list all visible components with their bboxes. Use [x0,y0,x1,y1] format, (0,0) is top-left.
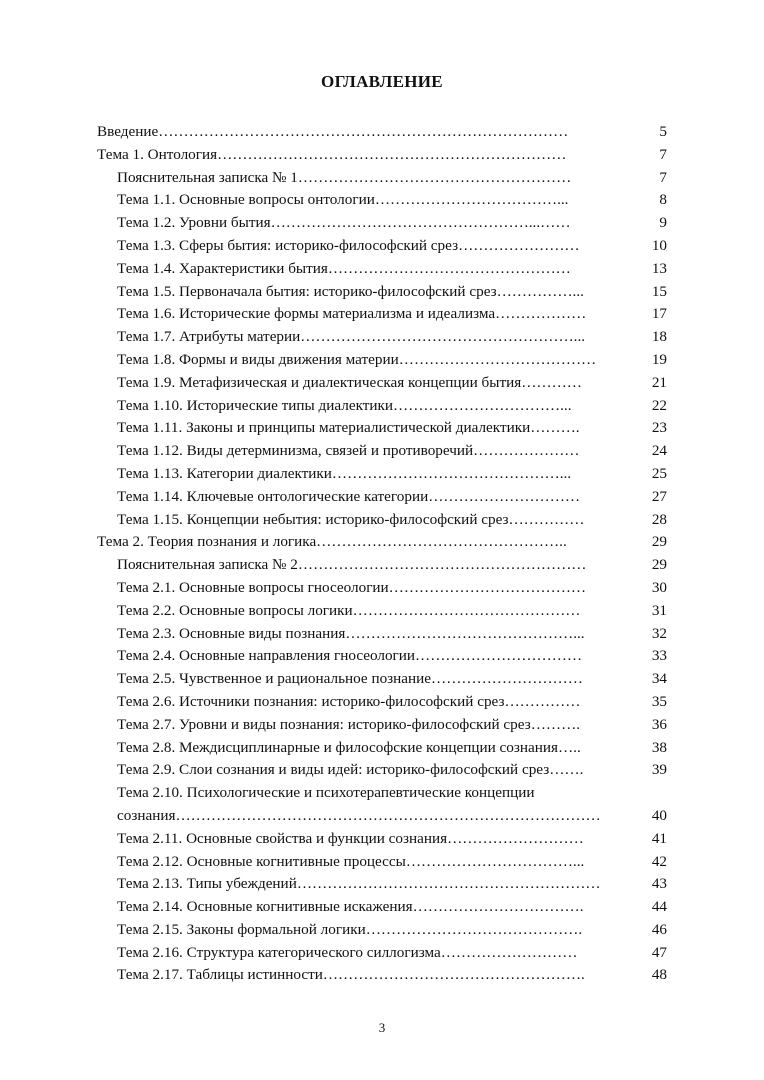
toc-entry-page: 22 [651,396,667,414]
toc-entry [97,782,667,805]
toc-entry-page: 23 [651,419,667,437]
toc-entry [97,896,667,919]
toc-entry-page: 7 [659,145,667,163]
toc-entry-page: 41 [651,829,667,847]
toc-entry-title: Тема 1.15. Концепции небытия: историко-философский срез…………… [117,510,585,528]
toc-entry-page: 48 [651,966,667,984]
toc-entry [97,395,667,418]
toc-entry-title: Тема 2.13. Типы убеждений…………………………………………………… [117,875,601,893]
toc-entry-page: 13 [651,259,667,277]
toc-entry [97,828,667,851]
toc-entry [97,121,667,144]
toc-entry [97,691,667,714]
toc-entry [97,509,667,532]
toc-entry-page: 9 [659,214,667,232]
toc-entry-page: 35 [651,692,667,710]
toc-entry-page: 29 [651,533,667,551]
toc-entry [97,463,667,486]
toc-entry [97,554,667,577]
toc-entry-title: Тема 2.15. Законы формальной логики……………………………………. [117,920,583,938]
toc-entry-title: Тема 1.5. Первоначала бытия: историко-философский срез……………... [117,282,584,300]
toc-entry-title: Тема 1.3. Сферы бытия: историко-философский срез…………………… [117,236,580,254]
toc-entry [97,486,667,509]
toc-entry-title: Тема 1.10. Исторические типы диалектики……………………………... [117,396,572,414]
toc-entry [97,623,667,646]
toc-entry [97,942,667,965]
toc-entry-title: Тема 2.9. Слои сознания и виды идей: историко-философский срез……. [117,761,584,779]
toc-entry-page: 8 [659,191,667,209]
toc-entry-title: Тема 2.1. Основные вопросы гносеологии………………………………… [117,578,587,596]
page-title: ОГЛАВЛЕНИЕ [321,72,443,91]
toc-entry-page: 31 [651,601,667,619]
toc-entry-page: 34 [651,670,667,688]
toc-entry-title: Тема 2.17. Таблицы истинности……………………………………………. [117,966,585,984]
toc-entry-page: 24 [651,442,667,460]
toc-entry [97,281,667,304]
toc-entry-page: 36 [651,715,667,733]
toc-entry-page: 27 [651,487,667,505]
toc-entry [97,645,667,668]
toc-entry-title: Тема 2.16. Структура категорического силлогизма……………………… [117,943,578,961]
toc-entry [97,714,667,737]
toc-entry [97,258,667,281]
toc-entry-title: Тема 1.12. Виды детерминизма, связей и противоречий………………… [117,442,580,460]
toc-entry-title: Тема 2.14. Основные когнитивные искажения……………………………. [117,898,584,916]
toc-entry-title: Пояснительная записка № 1……………………………………………… [117,168,572,186]
toc-entry-title: Тема 1.2. Уровни бытия……………………………………………...…… [117,214,571,232]
toc-entry-title: Тема 1.9. Метафизическая и диалектическая концепции бытия………… [117,373,582,391]
toc-entry [97,964,667,987]
toc-entry-page: 38 [651,738,667,756]
toc-entry-page: 44 [651,898,667,916]
toc-entry [97,189,667,212]
toc-entry-title: Тема 2.5. Чувственное и рациональное познание………………………… [117,670,583,688]
toc-entry-title: Тема 1.8. Формы и виды движения материи………………………………… [117,350,597,368]
toc-entry [97,919,667,942]
toc-entry [97,417,667,440]
toc-entry-page: 21 [651,373,667,391]
page-number: 3 [378,1020,386,1035]
toc-entry-title: Тема 2. Теория познания и логика………………………………………….. [97,533,567,551]
toc-entry-title: Тема 2.2. Основные вопросы логики……………………………………… [117,601,581,619]
toc-entry-title: Тема 2.4. Основные направления гносеологии…………………………… [117,647,583,665]
toc-entry-title: Введение……………………………………………………………………… [97,123,569,140]
toc-entry [97,737,667,760]
toc-entry-title: Тема 2.3. Основные виды познания………………………………………... [117,624,585,642]
toc-entry-page: 42 [651,852,667,870]
toc-entry [97,851,667,874]
toc-entry-title: Тема 2.10. Психологические и психотерапевтические концепции [117,784,535,802]
toc-entry-page: 5 [659,123,667,140]
toc-entry-page: 32 [651,624,667,642]
toc-entry-page: 25 [651,464,667,482]
toc-entry-page: 39 [651,761,667,779]
toc-entry [97,873,667,896]
toc-entry-title: Тема 1.13. Категории диалектики………………………………………... [117,464,572,482]
toc-entry [97,303,667,326]
toc-entry-page: 18 [651,328,667,346]
toc-entry-page: 40 [651,806,667,824]
toc-entry [97,577,667,600]
toc-entry [97,167,667,190]
toc-entry [97,326,667,349]
table-of-contents [97,121,667,987]
toc-entry [97,349,667,372]
toc-entry [97,144,667,167]
toc-entry-title: Тема 1.4. Характеристики бытия………………………………………… [117,259,571,277]
toc-entry-title: Тема 2.11. Основные свойства и функции сознания……………………… [117,829,584,847]
toc-entry-page: 17 [651,305,667,323]
toc-entry-title: Тема 1. Онтология…………………………………………………………… [97,145,567,163]
toc-entry-page: 28 [651,510,667,528]
toc-entry-page: 19 [651,350,667,368]
toc-entry-title: Тема 1.7. Атрибуты материи………………………………………………... [117,328,586,346]
toc-entry-page: 30 [651,578,667,596]
toc-entry [97,668,667,691]
toc-entry-page: 47 [651,943,667,961]
toc-entry-title: Тема 1.11. Законы и принципы материалистической диалектики………. [117,419,580,437]
toc-entry-page: 33 [651,647,667,665]
toc-entry-page: 43 [651,875,667,893]
toc-entry-page: 15 [651,282,667,300]
toc-entry [97,805,667,828]
toc-entry-title: Тема 2.12. Основные когнитивные процессы……………………………... [117,852,585,870]
toc-entry [97,212,667,235]
toc-entry [97,372,667,395]
toc-entry-page: 29 [651,556,667,574]
toc-entry [97,759,667,782]
toc-entry-page: 7 [659,168,667,186]
toc-entry-title: Тема 1.14. Ключевые онтологические категории………………………… [117,487,581,505]
toc-entry-page: 10 [651,236,667,254]
toc-entry-page: 46 [651,920,667,938]
toc-entry [97,440,667,463]
toc-entry-title: Пояснительная записка № 2………………………………………………… [117,556,587,574]
toc-entry-title: Тема 2.7. Уровни и виды познания: историко-философский срез………. [117,715,581,733]
toc-entry-title: Тема 1.6. Исторические формы материализма и идеализма……………… [117,305,587,323]
toc-entry-title: Тема 2.6. Источники познания: историко-философский срез…………… [117,692,581,710]
toc-entry-title: Тема 1.1. Основные вопросы онтологии………………………………... [117,191,569,209]
toc-entry-title: Тема 2.8. Междисциплинарные и философские концепции сознания….. [117,738,581,756]
toc-entry-title: сознания………………………………………………………………………… [117,806,601,824]
toc-entry [97,531,667,554]
toc-entry [97,600,667,623]
toc-entry [97,235,667,258]
